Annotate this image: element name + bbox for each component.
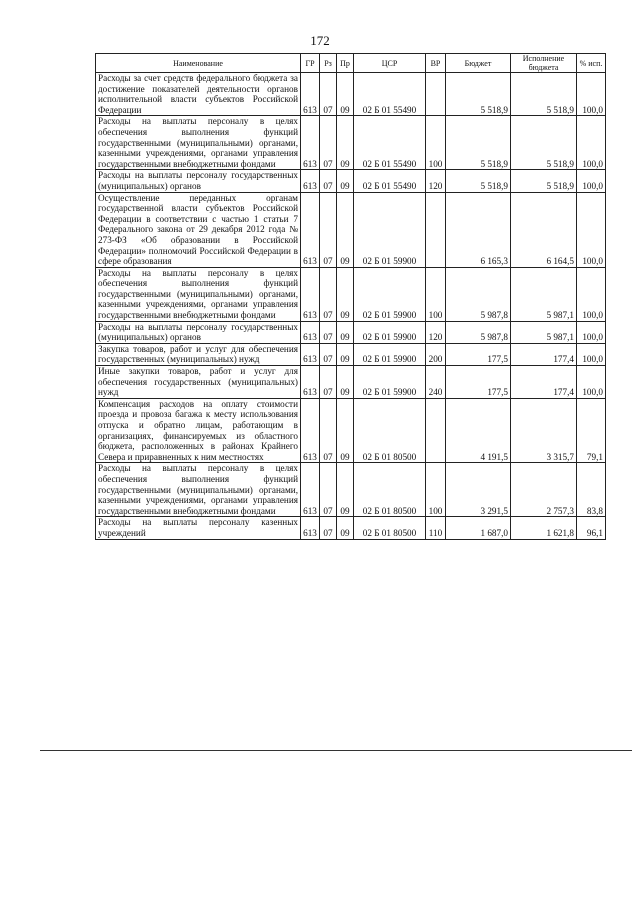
- table-row: [96, 192, 606, 267]
- row-name: Расходы на выплаты персоналу государственных (муниципальных) органов: [96, 321, 301, 343]
- table-row: [96, 366, 606, 399]
- row-percent: 100,0: [577, 192, 606, 267]
- row-csr: 02 Б 01 59900: [354, 343, 426, 365]
- row-execution: 177,4: [511, 366, 577, 399]
- table-row: [96, 116, 606, 170]
- row-gr: 613: [301, 73, 320, 116]
- row-csr: 02 Б 01 55490: [354, 170, 426, 192]
- row-csr: 02 Б 01 55490: [354, 116, 426, 170]
- row-execution: 1 621,8: [511, 517, 577, 539]
- row-vr: 200: [426, 343, 446, 365]
- header-percent: % исп.: [577, 54, 606, 73]
- table-row: [96, 170, 606, 192]
- row-gr: 613: [301, 398, 320, 463]
- row-csr: 02 Б 01 59900: [354, 267, 426, 321]
- row-rz: 07: [320, 517, 337, 539]
- row-execution: 5 518,9: [511, 116, 577, 170]
- row-vr: 100: [426, 116, 446, 170]
- row-budget: 5 987,8: [446, 267, 511, 321]
- row-vr: 100: [426, 267, 446, 321]
- row-percent: 100,0: [577, 366, 606, 399]
- table-row: [96, 343, 606, 365]
- row-vr: [426, 192, 446, 267]
- row-budget: 3 291,5: [446, 463, 511, 517]
- row-pr: 09: [337, 463, 354, 517]
- row-name: Осуществление переданных органам государственной власти субъектов Российской Федерации в соответствии с частью 1 статьи 7 Федерального закона от 29 декабря 2012 года № 273-ФЗ «Об образовании в Российской Федерации» полномочий Российской Федерации в сфере образования: [96, 192, 301, 267]
- row-gr: 613: [301, 170, 320, 192]
- row-pr: 09: [337, 366, 354, 399]
- row-percent: 100,0: [577, 170, 606, 192]
- row-percent: 96,1: [577, 517, 606, 539]
- row-rz: 07: [320, 366, 337, 399]
- row-execution: 5 518,9: [511, 73, 577, 116]
- header-vr: ВР: [426, 54, 446, 73]
- row-percent: 100,0: [577, 343, 606, 365]
- row-csr: 02 Б 01 80500: [354, 517, 426, 539]
- row-name: Расходы за счет средств федерального бюджета за достижение показателей деятельности органов исполнительной власти субъектов Российской Федерации: [96, 73, 301, 116]
- row-gr: 613: [301, 116, 320, 170]
- row-rz: 07: [320, 116, 337, 170]
- header-csr: ЦСР: [354, 54, 426, 73]
- row-pr: 09: [337, 116, 354, 170]
- row-execution: 5 987,1: [511, 267, 577, 321]
- row-rz: 07: [320, 398, 337, 463]
- row-rz: 07: [320, 267, 337, 321]
- row-name: Расходы на выплаты персоналу в целях обеспечения выполнения функций государственными (муниципальными) органами, казенными учреждениями, органами управления государственными внебюджетными фондами: [96, 116, 301, 170]
- row-budget: 5 518,9: [446, 73, 511, 116]
- row-vr: 110: [426, 517, 446, 539]
- row-pr: 09: [337, 343, 354, 365]
- row-budget: 4 191,5: [446, 398, 511, 463]
- row-gr: 613: [301, 343, 320, 365]
- row-name: Расходы на выплаты персоналу в целях обеспечения выполнения функций государственными (муниципальными) органами, казенными учреждениями, органами управления государственными внебюджетными фондами: [96, 463, 301, 517]
- row-name: Компенсация расходов на оплату стоимости проезда и провоза багажа к месту использования отпуска и обратно лицам, работающим в организациях, финансируемых из областного бюджета, расположенных в районах Крайнего Севера и приравненных к ним местностях: [96, 398, 301, 463]
- row-name: Расходы на выплаты персоналу государственных (муниципальных) органов: [96, 170, 301, 192]
- row-rz: 07: [320, 463, 337, 517]
- row-vr: [426, 398, 446, 463]
- row-pr: 09: [337, 73, 354, 116]
- row-pr: 09: [337, 517, 354, 539]
- row-gr: 613: [301, 463, 320, 517]
- row-gr: 613: [301, 267, 320, 321]
- row-pr: 09: [337, 170, 354, 192]
- row-vr: 100: [426, 463, 446, 517]
- row-rz: 07: [320, 170, 337, 192]
- row-pr: 09: [337, 267, 354, 321]
- row-name: Расходы на выплаты персоналу казенных учреждений: [96, 517, 301, 539]
- row-vr: 240: [426, 366, 446, 399]
- row-csr: 02 Б 01 55490: [354, 73, 426, 116]
- row-execution: 6 164,5: [511, 192, 577, 267]
- row-csr: 02 Б 01 59900: [354, 321, 426, 343]
- row-gr: 613: [301, 517, 320, 539]
- row-rz: 07: [320, 73, 337, 116]
- row-budget: 5 987,8: [446, 321, 511, 343]
- row-name: Расходы на выплаты персоналу в целях обеспечения выполнения функций государственными (муниципальными) органами, казенными учреждениями, органами управления государственными внебюджетными фондами: [96, 267, 301, 321]
- page-number: 172: [310, 33, 330, 48]
- row-budget: 1 687,0: [446, 517, 511, 539]
- row-rz: 07: [320, 321, 337, 343]
- row-percent: 83,8: [577, 463, 606, 517]
- header-execution: Исполнение бюджета: [511, 54, 577, 73]
- table-header-row: [96, 54, 606, 73]
- table-row: [96, 267, 606, 321]
- bottom-divider: [40, 750, 632, 751]
- header-name: Наименование: [96, 54, 301, 73]
- table-row: [96, 463, 606, 517]
- row-budget: 5 518,9: [446, 170, 511, 192]
- header-budget: Бюджет: [446, 54, 511, 73]
- row-vr: 120: [426, 321, 446, 343]
- row-execution: 2 757,3: [511, 463, 577, 517]
- header-gr: ГР: [301, 54, 320, 73]
- row-name: Иные закупки товаров, работ и услуг для обеспечения государственных (муниципальных) нужд: [96, 366, 301, 399]
- row-percent: 100,0: [577, 73, 606, 116]
- row-vr: 120: [426, 170, 446, 192]
- row-execution: 3 315,7: [511, 398, 577, 463]
- row-budget: 177,5: [446, 366, 511, 399]
- table-row: [96, 398, 606, 463]
- row-csr: 02 Б 01 80500: [354, 398, 426, 463]
- header-rz: Рз: [320, 54, 337, 73]
- row-csr: 02 Б 01 59900: [354, 192, 426, 267]
- table-row: [96, 321, 606, 343]
- row-pr: 09: [337, 192, 354, 267]
- row-percent: 100,0: [577, 321, 606, 343]
- row-pr: 09: [337, 398, 354, 463]
- row-budget: 177,5: [446, 343, 511, 365]
- row-gr: 613: [301, 321, 320, 343]
- budget-table: [95, 53, 606, 540]
- row-percent: 79,1: [577, 398, 606, 463]
- row-pr: 09: [337, 321, 354, 343]
- row-vr: [426, 73, 446, 116]
- row-name: Закупка товаров, работ и услуг для обеспечения государственных (муниципальных) нужд: [96, 343, 301, 365]
- row-gr: 613: [301, 192, 320, 267]
- row-execution: 177,4: [511, 343, 577, 365]
- row-rz: 07: [320, 192, 337, 267]
- row-percent: 100,0: [577, 267, 606, 321]
- table-row: [96, 517, 606, 539]
- row-csr: 02 Б 01 80500: [354, 463, 426, 517]
- row-budget: 6 165,3: [446, 192, 511, 267]
- row-execution: 5 987,1: [511, 321, 577, 343]
- row-percent: 100,0: [577, 116, 606, 170]
- row-gr: 613: [301, 366, 320, 399]
- row-csr: 02 Б 01 59900: [354, 366, 426, 399]
- row-rz: 07: [320, 343, 337, 365]
- row-budget: 5 518,9: [446, 116, 511, 170]
- table-row: [96, 73, 606, 116]
- row-execution: 5 518,9: [511, 170, 577, 192]
- header-pr: Пр: [337, 54, 354, 73]
